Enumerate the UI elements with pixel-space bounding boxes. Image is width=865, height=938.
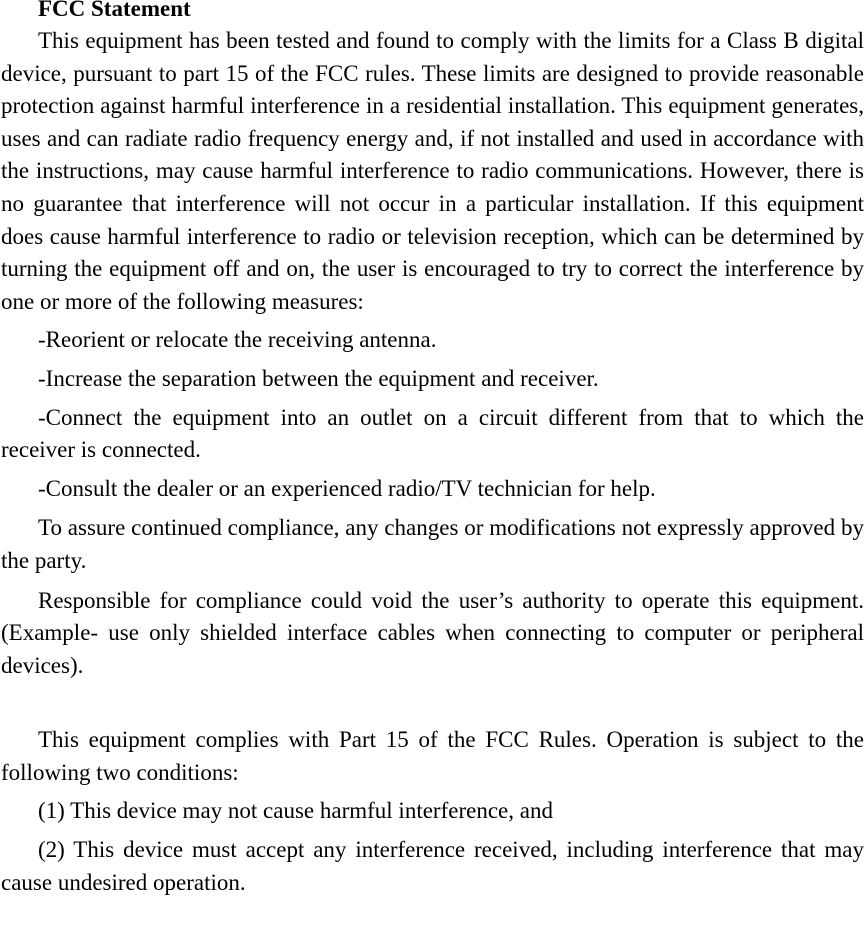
- part15-paragraph: This equipment complies with Part 15 of the FCC Rules. Operation is subject to the following two conditions:: [1, 727, 864, 785]
- document-title: FCC Statement: [38, 0, 191, 21]
- responsibility-paragraph: Responsible for compliance could void the user’s authority to operate this equipment. (Example- use only shielded interface cables when connecting to computer or peripheral devices).: [1, 587, 864, 678]
- compliance-paragraph: To assure continued compliance, any changes or modifications not expressly approved by the party.: [1, 515, 864, 573]
- measure-outlet: -Connect the equipment into an outlet on a circuit different from that to which the receiver is connected.: [1, 404, 864, 463]
- measure-separation: -Increase the separation between the equipment and receiver.: [38, 365, 599, 391]
- condition-two: (2) This device must accept any interference received, including interference that may cause undesired operation.: [1, 837, 864, 895]
- intro-paragraph: This equipment has been tested and found to comply with the limits for a Class B digital device, pursuant to part 15 of the FCC rules. These limits are designed to provide reasonable protection against harmful interference in a residential installation. This equipment generates, uses and can radiate radio frequency energy and, if not installed and used in accordance with the instructions, may cause harmful interference to radio communications. However, there is no guarantee that interference will not occur in a particular installation. If this equipment does cause harmful interference to radio or television reception, which can be determined by turning the equipment off and on, the user is encouraged to try to correct the interference by one or more of the following measures:: [1, 28, 864, 314]
- measure-reorient: -Reorient or relocate the receiving antenna.: [38, 327, 437, 353]
- condition-one: (1) This device may not cause harmful interference, and: [38, 798, 553, 824]
- measure-consult: -Consult the dealer or an experienced radio/TV technician for help.: [38, 475, 656, 501]
